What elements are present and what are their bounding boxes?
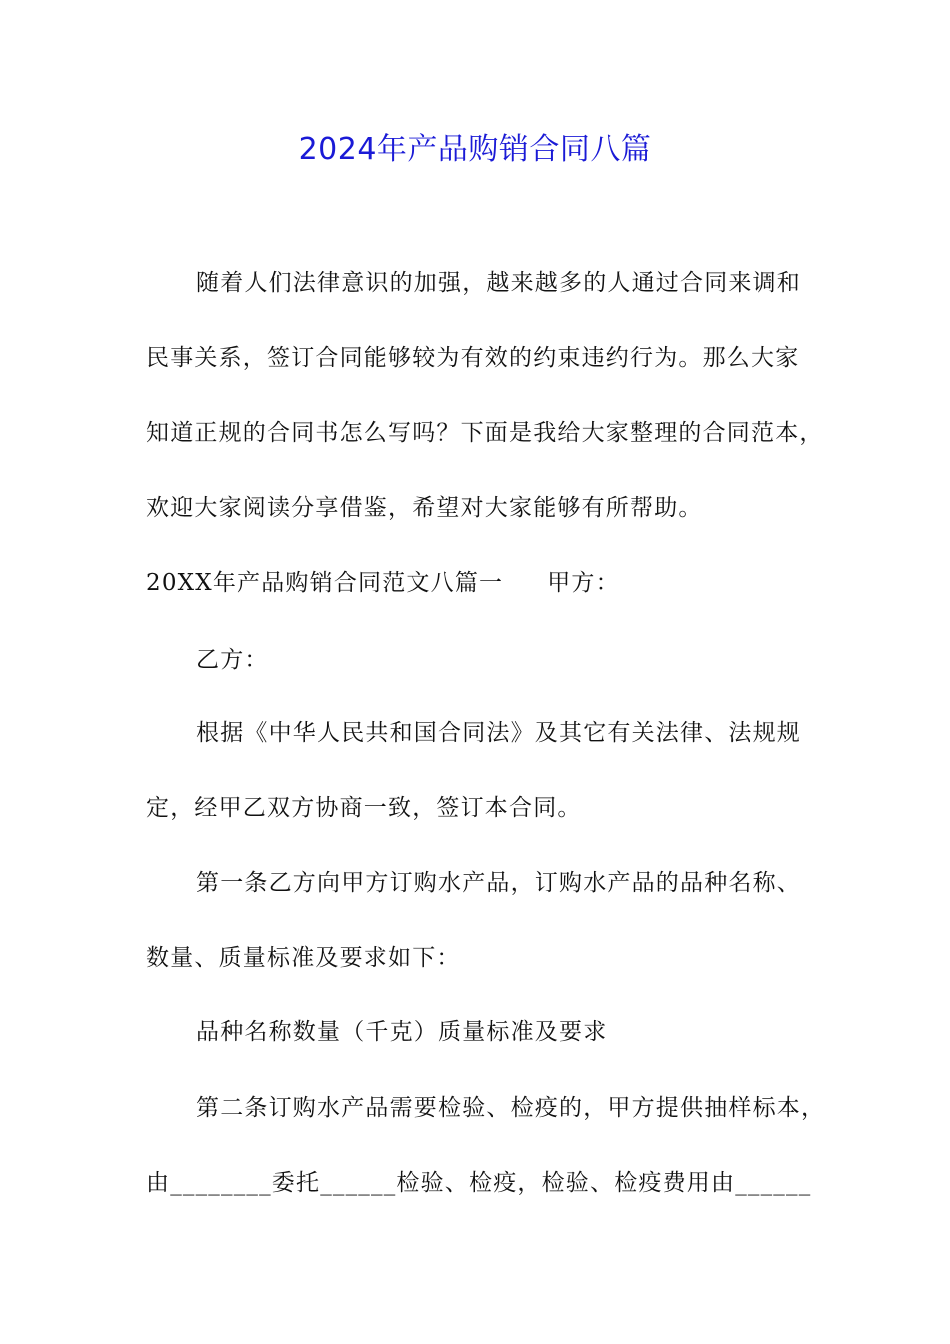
article2-line: 第二条订购水产品需要检验、检疫的，甲方提供抽样标本， <box>196 1095 826 1121</box>
section-heading: 20XX年产品购销合同范文八篇一 <box>146 570 504 596</box>
party-a-label: 甲方： <box>547 570 620 596</box>
intro-line: 知道正规的合同书怎么写吗？下面是我给大家整理的合同范本， <box>146 420 824 446</box>
intro-line: 民事关系，签订合同能够较为有效的约束违约行为。那么大家 <box>146 345 800 371</box>
article2-line: 由________委托______检验、检疫，检验、检疫费用由______ <box>146 1170 812 1196</box>
party-b-label: 乙方： <box>196 647 269 673</box>
section-heading-line <box>146 566 836 600</box>
basis-line: 根据《中华人民共和国合同法》及其它有关法律、法规规 <box>196 720 801 746</box>
intro-line: 欢迎大家阅读分享借鉴，希望对大家能够有所帮助。 <box>146 495 703 521</box>
basis-line: 定，经甲乙双方协商一致，签订本合同。 <box>146 795 582 821</box>
table-header-text: 品种名称数量（千克）质量标准及要求 <box>196 1019 608 1045</box>
document-title: 2024年产品购销合同八篇 <box>298 132 652 167</box>
intro-line: 随着人们法律意识的加强，越来越多的人通过合同来调和 <box>196 270 801 296</box>
article1-line: 数量、质量标准及要求如下： <box>146 945 461 971</box>
article1-line: 第一条乙方向甲方订购水产品，订购水产品的品种名称、 <box>196 870 801 896</box>
